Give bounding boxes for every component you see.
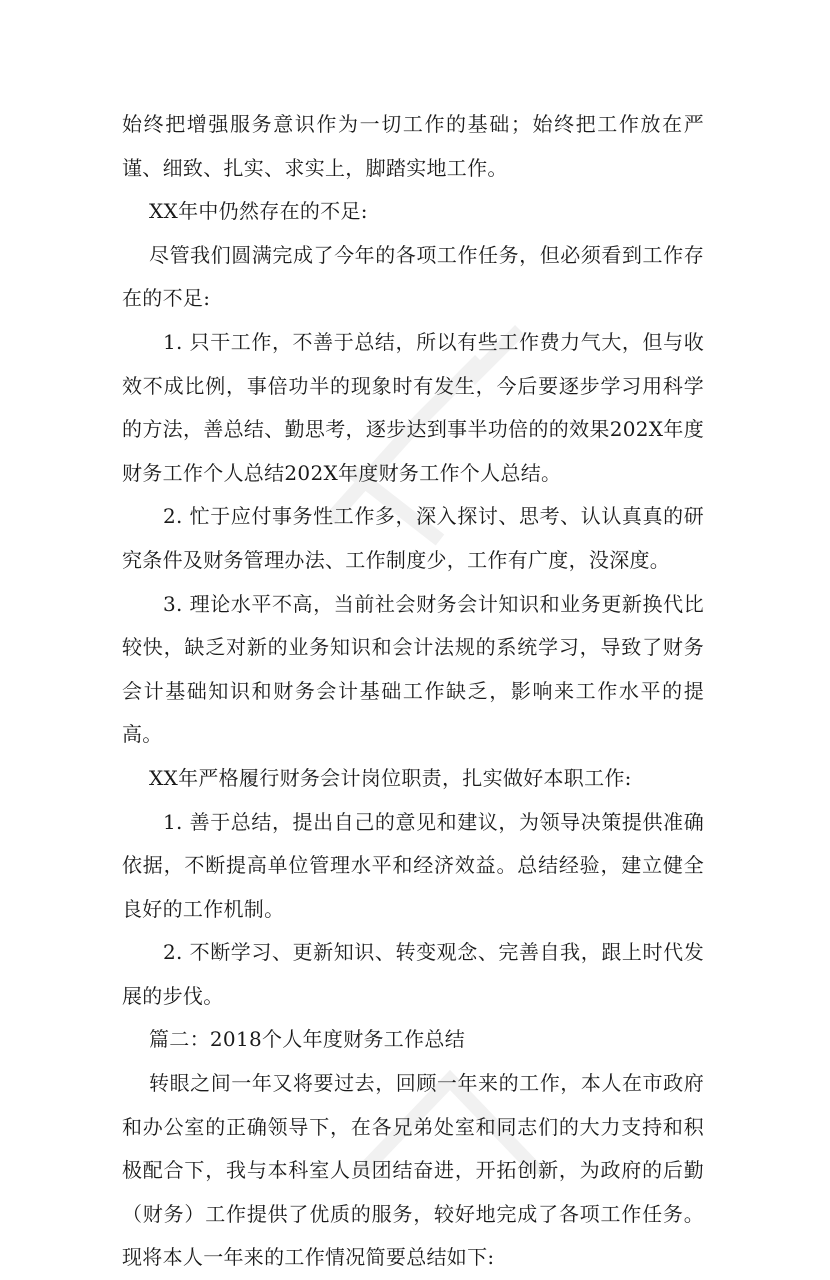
list-item: 1. 善于总结，提出自己的意见和建议，为领导决策提供准确依据，不断提高单位管理水平和经济效益。总结经验，建立健全良好的工作机制。	[122, 809, 704, 921]
paragraph: 尽管我们圆满完成了今年的各项工作任务，但必须看到工作存在的不足:	[122, 242, 704, 311]
section-heading: XX年严格履行财务会计岗位职责，扎实做好本职工作:	[149, 765, 632, 790]
list-item: 2. 忙于应付事务性工作多，深入探讨、思考、认认真真的研究条件及财务管理办法、工作制度少，工作有广度，没深度。	[122, 504, 704, 572]
document-body	[122, 103, 704, 1280]
paragraph: 转眼之间一年又将要过去，回顾一年来的工作，本人在市政府和办公室的正确领导下，在各兄弟处室和同志们的大力支持和积极配合下，我与本科室人员团结奋进，开拓创新，为政府的后勤（财务）工作提供了优质的服务，较好地完成了各项工作任务。现将本人一年来的工作情况简要总结如下:	[122, 1071, 704, 1270]
list-item: 3. 理论水平不高，当前社会财务会计知识和业务更新换代比较快，缺乏对新的业务知识和会计法规的系统学习，导致了财务会计基础知识和财务会计基础工作缺乏，影响来工作水平的提高。	[122, 591, 704, 747]
section-title: 篇二：2018个人年度财务工作总结	[149, 1027, 465, 1052]
paragraph: 始终把增强服务意识作为一切工作的基础；始终把工作放在严谨、细致、扎实、求实上，脚踏实地工作。	[122, 112, 704, 180]
list-item: 2. 不断学习、更新知识、转变观念、完善自我，跟上时代发展的步伐。	[122, 940, 704, 1008]
list-item: 1. 只干工作，不善于总结，所以有些工作费力气大，但与收效不成比例，事倍功半的现象时有发生，今后要逐步学习用科学的方法，善总结、勤思考，逐步达到事半功倍的的效果202X年度财务工作个人总结202X年度财务工作个人总结。	[122, 329, 704, 485]
section-heading: XX年中仍然存在的不足:	[149, 199, 368, 224]
